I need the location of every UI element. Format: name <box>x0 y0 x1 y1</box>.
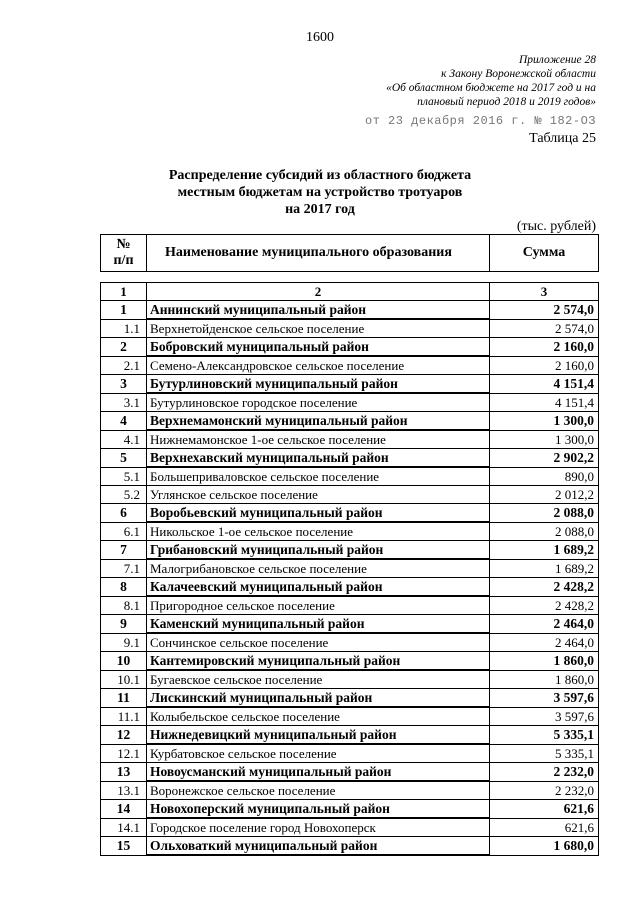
row-amount: 2 088,0 <box>490 504 599 523</box>
district-row <box>101 652 599 671</box>
row-amount: 2 012,2 <box>490 486 599 504</box>
row-number: 2 <box>101 338 147 357</box>
settlement-row <box>101 781 599 800</box>
row-amount: 2 428,2 <box>490 596 599 615</box>
row-name: Малогрибановское сельское поселение <box>147 559 490 578</box>
row-amount: 4 151,4 <box>490 375 599 394</box>
settlement-row <box>101 467 599 486</box>
row-number: 13.1 <box>101 781 147 800</box>
district-row <box>101 800 599 819</box>
row-amount: 2 160,0 <box>490 338 599 357</box>
row-name: Пригородное сельское поселение <box>147 596 490 615</box>
row-number: 7.1 <box>101 559 147 578</box>
row-amount: 1 689,2 <box>490 559 599 578</box>
row-name: Новоусманский муниципальный район <box>147 763 490 782</box>
settlement-row <box>101 486 599 504</box>
row-number: 15 <box>101 837 147 856</box>
row-number: 2.1 <box>101 356 147 375</box>
row-name: Колыбельское сельское поселение <box>147 707 490 726</box>
row-number: 10 <box>101 652 147 671</box>
row-amount: 2 088,0 <box>490 522 599 541</box>
row-name: Верхнехавский муниципальный район <box>147 449 490 468</box>
row-amount: 2 160,0 <box>490 356 599 375</box>
row-amount: 1 860,0 <box>490 670 599 689</box>
row-name: Калачеевский муниципальный район <box>147 578 490 597</box>
row-number: 9 <box>101 615 147 634</box>
row-number: 6 <box>101 504 147 523</box>
row-name: Ольховаткий муниципальный район <box>147 837 490 856</box>
document-title <box>130 167 510 218</box>
row-amount: 1 860,0 <box>490 652 599 671</box>
settlement-row <box>101 633 599 652</box>
row-amount: 621,6 <box>490 800 599 819</box>
appendix-reference <box>386 53 596 109</box>
row-number: 1.1 <box>101 319 147 338</box>
row-name: Семено-Александровское сельское поселение <box>147 356 490 375</box>
district-row <box>101 615 599 634</box>
district-row <box>101 578 599 597</box>
row-name: Воронежское сельское поселение <box>147 781 490 800</box>
column-index-row <box>101 283 599 301</box>
row-number: 9.1 <box>101 633 147 652</box>
settlement-row <box>101 670 599 689</box>
district-row <box>101 412 599 431</box>
header-number <box>101 235 147 272</box>
row-amount: 2 574,0 <box>490 319 599 338</box>
district-row <box>101 689 599 708</box>
row-name: Кантемировский муниципальный район <box>147 652 490 671</box>
settlement-row <box>101 596 599 615</box>
settlement-row <box>101 522 599 541</box>
district-row <box>101 375 599 394</box>
title-line: на 2017 год <box>285 202 355 217</box>
settlement-row <box>101 744 599 763</box>
row-name: Лискинский муниципальный район <box>147 689 490 708</box>
district-row <box>101 726 599 745</box>
row-amount: 2 574,0 <box>490 301 599 320</box>
row-number: 1 <box>101 301 147 320</box>
title-line: Распределение субсидий из областного бюджета <box>168 168 472 183</box>
table-body <box>101 283 599 856</box>
row-amount: 2 902,2 <box>490 449 599 468</box>
row-amount: 621,6 <box>490 818 599 837</box>
row-amount: 2 428,2 <box>490 578 599 597</box>
row-number: 4.1 <box>101 430 147 449</box>
settlement-row <box>101 559 599 578</box>
row-amount: 5 335,1 <box>490 744 599 763</box>
row-amount: 1 300,0 <box>490 430 599 449</box>
row-number: 5.2 <box>101 486 147 504</box>
row-number: 14 <box>101 800 147 819</box>
row-name: Большеприваловское сельское поселение <box>147 467 490 486</box>
column-index: 1 <box>101 283 147 301</box>
row-number: 5 <box>101 449 147 468</box>
unit-label: (тыс. рублей) <box>516 219 596 234</box>
row-name: Углянское сельское поселение <box>147 486 490 504</box>
row-name: Нижнемамонское 1-ое сельское поселение <box>147 430 490 449</box>
row-number: 8 <box>101 578 147 597</box>
row-name: Бутурлиновский муниципальный район <box>147 375 490 394</box>
settlement-row <box>101 393 599 412</box>
row-amount: 3 597,6 <box>490 707 599 726</box>
title-line: местным бюджетам на устройство тротуаров <box>177 185 463 200</box>
column-index: 3 <box>490 283 599 301</box>
row-name: Бугаевское сельское поселение <box>147 670 490 689</box>
row-number: 13 <box>101 763 147 782</box>
row-amount: 3 597,6 <box>490 689 599 708</box>
settlement-row <box>101 818 599 837</box>
row-name: Грибановский муниципальный район <box>147 541 490 560</box>
row-name: Бутурлиновское городское поселение <box>147 393 490 412</box>
row-amount: 2 464,0 <box>490 615 599 634</box>
row-amount: 4 151,4 <box>490 393 599 412</box>
settlement-row <box>101 356 599 375</box>
appendix-line: Приложение 28 <box>518 54 596 66</box>
row-amount: 890,0 <box>490 467 599 486</box>
settlement-row <box>101 707 599 726</box>
district-row <box>101 763 599 782</box>
header-name: Наименование муниципального образования <box>147 235 490 272</box>
row-number: 11.1 <box>101 707 147 726</box>
row-number: 5.1 <box>101 467 147 486</box>
row-number: 8.1 <box>101 596 147 615</box>
district-row <box>101 338 599 357</box>
row-name: Курбатовское сельское поселение <box>147 744 490 763</box>
row-name: Бобровский муниципальный район <box>147 338 490 357</box>
row-number: 3 <box>101 375 147 394</box>
page-number: 1600 <box>306 30 334 45</box>
row-amount: 5 335,1 <box>490 726 599 745</box>
row-amount: 2 464,0 <box>490 633 599 652</box>
row-name: Городское поселение город Новохоперск <box>147 818 490 837</box>
appendix-line: плановый период 2018 и 2019 годов» <box>417 96 596 108</box>
row-number: 12.1 <box>101 744 147 763</box>
row-number: 7 <box>101 541 147 560</box>
row-name: Нижнедевицкий муниципальный район <box>147 726 490 745</box>
row-number: 14.1 <box>101 818 147 837</box>
row-name: Аннинский муниципальный район <box>147 301 490 320</box>
subsidy-table <box>100 282 599 856</box>
row-amount: 1 680,0 <box>490 837 599 856</box>
row-number: 10.1 <box>101 670 147 689</box>
district-row <box>101 449 599 468</box>
table-label: Таблица 25 <box>529 131 596 146</box>
row-name: Каменский муниципальный район <box>147 615 490 634</box>
row-number: 6.1 <box>101 522 147 541</box>
appendix-line: к Закону Воронежской области <box>441 68 596 80</box>
row-number: 4 <box>101 412 147 431</box>
district-row <box>101 541 599 560</box>
row-name: Воробьевский муниципальный район <box>147 504 490 523</box>
row-number: 11 <box>101 689 147 708</box>
district-row <box>101 301 599 320</box>
header-number-line: п/п <box>113 253 134 268</box>
row-name: Верхнемамонский муниципальный район <box>147 412 490 431</box>
table-header <box>100 234 599 272</box>
row-name: Никольское 1-ое сельское поселение <box>147 522 490 541</box>
row-name: Верхнетойденское сельское поселение <box>147 319 490 338</box>
district-row <box>101 504 599 523</box>
appendix-line: «Об областном бюджете на 2017 год и на <box>386 82 596 94</box>
header-row <box>101 235 599 272</box>
row-number: 12 <box>101 726 147 745</box>
column-index: 2 <box>147 283 490 301</box>
settlement-row <box>101 430 599 449</box>
law-date-stamp: от 23 декабря 2016 г. № 182-ОЗ <box>364 114 596 128</box>
settlement-row <box>101 319 599 338</box>
row-amount: 2 232,0 <box>490 781 599 800</box>
row-amount: 1 689,2 <box>490 541 599 560</box>
district-row <box>101 837 599 856</box>
header-number-line: № <box>116 237 131 252</box>
row-amount: 2 232,0 <box>490 763 599 782</box>
row-amount: 1 300,0 <box>490 412 599 431</box>
header-sum: Сумма <box>490 235 599 272</box>
row-name: Новохоперский муниципальный район <box>147 800 490 819</box>
row-number: 3.1 <box>101 393 147 412</box>
row-name: Сончинское сельское поселение <box>147 633 490 652</box>
